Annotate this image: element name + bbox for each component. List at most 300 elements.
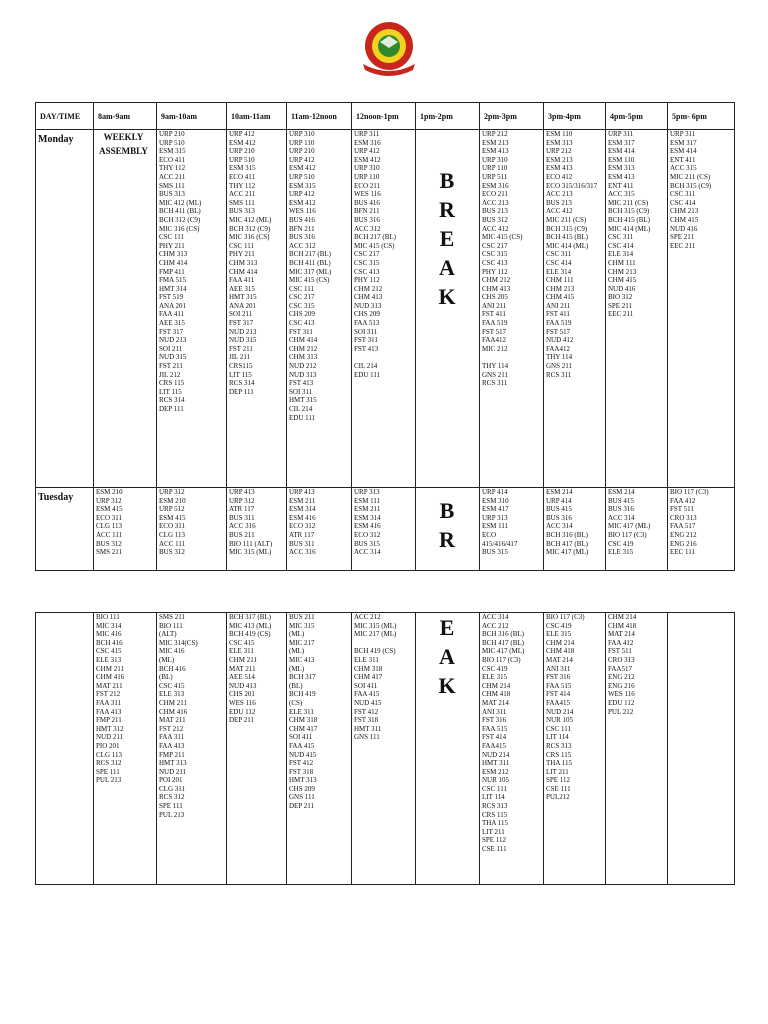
course-code: LIT 211 bbox=[482, 827, 505, 836]
course-code: ESM 214 bbox=[546, 488, 573, 496]
course-code: FST 414 bbox=[482, 733, 507, 742]
course-code: ACC 316 bbox=[229, 522, 256, 531]
course-code: ELE 315 bbox=[482, 673, 508, 682]
course-code: ECO 412 bbox=[546, 172, 573, 181]
course-code: HMT 313 bbox=[159, 759, 187, 768]
course-code: NUD 315 bbox=[229, 336, 257, 345]
course-code: MAT 211 bbox=[229, 664, 256, 673]
course-code: ESM 413 bbox=[546, 164, 573, 173]
course-code: BIO 111 bbox=[159, 621, 183, 630]
course-code: CHM 414 bbox=[289, 336, 318, 345]
course-code: SOI 411 bbox=[289, 733, 313, 742]
course-code: ESM 314 bbox=[289, 505, 316, 514]
course-code: CHM 415 bbox=[670, 215, 699, 224]
course-code: NUD 415 bbox=[354, 698, 382, 707]
course-code: URP 311 bbox=[670, 130, 696, 138]
course-code: THY 112 bbox=[159, 164, 186, 173]
course-code: MIC 417 (ML) bbox=[608, 522, 651, 531]
course-code: FST 316 bbox=[482, 716, 507, 725]
course-code: ACC 111 bbox=[96, 530, 123, 539]
course-code: HMT 311 bbox=[482, 759, 510, 768]
course-code: CHM 416 bbox=[159, 707, 188, 716]
course-code: BUS 316 bbox=[546, 513, 572, 522]
tuesday-cont-4pm bbox=[606, 613, 668, 885]
course-code: ANA 201 bbox=[159, 301, 187, 310]
course-code: CHM 416 bbox=[96, 673, 125, 682]
course-code: URP 110 bbox=[354, 172, 380, 181]
course-code: FST 511 bbox=[608, 647, 632, 656]
course-code: ANI 211 bbox=[546, 301, 571, 310]
tuesday-cont-9am bbox=[157, 613, 227, 885]
course-code: ESM 316 bbox=[354, 138, 381, 147]
course-code: CSC 413 bbox=[289, 319, 315, 328]
course-code: (CS) bbox=[289, 698, 303, 707]
course-code: LIT 115 bbox=[229, 370, 252, 379]
course-code: MIC 417 (ML) bbox=[482, 647, 525, 656]
course-code: AEE 315 bbox=[159, 319, 185, 328]
course-code: ENT 411 bbox=[608, 181, 634, 190]
course-code: GNS 211 bbox=[546, 362, 572, 371]
course-code: EDU 111 bbox=[354, 370, 381, 379]
course-code: WES 116 bbox=[608, 690, 635, 699]
course-code: ESM 314 bbox=[354, 513, 381, 522]
course-code: HMT 313 bbox=[289, 776, 317, 785]
course-code: BCH 317 bbox=[289, 673, 316, 682]
tuesday-cont-12noon bbox=[352, 613, 416, 885]
course-code: CSC 217 bbox=[482, 241, 508, 250]
course-code: ACC 314 bbox=[546, 522, 573, 531]
course-code: ESM 415 bbox=[96, 505, 123, 514]
course-code: FST 411 bbox=[482, 310, 506, 319]
course-code: BUS 312 bbox=[96, 539, 122, 548]
course-code: CHM 313 bbox=[159, 250, 188, 259]
tuesday-12noon bbox=[352, 488, 416, 571]
course-code: MIC 316 (CS) bbox=[229, 233, 270, 242]
course-code: FST 413 bbox=[289, 379, 314, 388]
break-letter: E bbox=[439, 226, 456, 251]
course-code: SMS 111 bbox=[229, 198, 255, 207]
course-code: BCH 417 (BL) bbox=[546, 539, 588, 548]
course-code: ESM 416 bbox=[354, 522, 381, 531]
course-code: FAA 415 bbox=[354, 690, 380, 699]
course-code: FAA 515 bbox=[482, 724, 508, 733]
course-code: CRS115 bbox=[229, 362, 253, 371]
course-code: ACC 314 bbox=[608, 513, 635, 522]
header-8am: 8am-9am bbox=[94, 103, 157, 130]
course-code: ESM 313 bbox=[608, 164, 635, 173]
course-code: URP 210 bbox=[229, 147, 255, 156]
course-code: ESM 210 bbox=[96, 488, 123, 496]
break-letter: K bbox=[438, 673, 457, 698]
course-code: ESM 110 bbox=[546, 130, 573, 138]
course-code: ESM 417 bbox=[482, 505, 509, 514]
course-code: ACC 314 bbox=[354, 548, 381, 557]
course-code: CLG 113 bbox=[159, 530, 185, 539]
course-code: LIT 114 bbox=[482, 793, 505, 802]
course-code: BCH 417 (BL) bbox=[482, 638, 524, 647]
monday-break bbox=[416, 130, 480, 488]
course-code: ENG 216 bbox=[608, 681, 635, 690]
course-code: (ML) bbox=[159, 655, 175, 664]
course-code: AEE 315 bbox=[229, 284, 255, 293]
header-3pm: 3pm-4pm bbox=[544, 103, 606, 130]
course-code: ELE 315 bbox=[546, 630, 572, 639]
course-code: ATR 117 bbox=[289, 530, 315, 539]
tuesday-cont-5pm bbox=[668, 613, 735, 885]
course-code: ESM 412 bbox=[354, 155, 381, 164]
monday-9am bbox=[157, 130, 227, 488]
course-code: MIC 315 (ML) bbox=[229, 548, 272, 557]
course-code: ENG 216 bbox=[670, 539, 697, 548]
course-code: ACC 316 bbox=[289, 548, 316, 557]
course-code: FMP 411 bbox=[159, 267, 185, 276]
course-code: CHM 214 bbox=[482, 681, 511, 690]
course-code: FST 318 bbox=[354, 716, 379, 725]
course-code: ESM 413 bbox=[608, 172, 635, 181]
course-code: ELE 314 bbox=[546, 267, 572, 276]
course-code: BCH 416 bbox=[96, 638, 123, 647]
course-code: NUR 105 bbox=[482, 776, 510, 785]
tuesday-cont-11am bbox=[287, 613, 352, 885]
course-code: CSC 311 bbox=[546, 250, 572, 259]
tuesday-cont-3pm bbox=[544, 613, 606, 885]
course-code: FAA517 bbox=[608, 664, 632, 673]
course-code: CHM 415 bbox=[608, 276, 637, 285]
course-code: BUS 313 bbox=[159, 190, 185, 199]
course-code: FAA412 bbox=[482, 336, 506, 345]
course-code: ESM 214 bbox=[608, 488, 635, 496]
course-code: CHM 211 bbox=[159, 698, 187, 707]
course-code: CHM 313 bbox=[229, 258, 258, 267]
course-code: CLG 113 bbox=[96, 522, 122, 531]
tuesday-10am bbox=[227, 488, 287, 571]
course-code: EEC 111 bbox=[670, 548, 695, 557]
break-letter: B bbox=[439, 498, 456, 523]
course-code: ESM 315 bbox=[289, 181, 316, 190]
course-code: MIC 316 (CS) bbox=[159, 224, 200, 233]
course-code: SPE 211 bbox=[608, 301, 633, 310]
course-code: PHY 112 bbox=[354, 276, 380, 285]
course-code: MIC 417 (ML) bbox=[546, 548, 589, 557]
course-code: CSC 419 bbox=[546, 621, 572, 630]
course-code: BIO 111 (ALT) bbox=[229, 539, 273, 548]
course-code: FST 317 bbox=[229, 319, 254, 328]
course-code: NUD 211 bbox=[96, 733, 124, 742]
course-code: FST 311 bbox=[289, 327, 313, 336]
course-code: HMT 312 bbox=[96, 724, 124, 733]
tuesday-8am bbox=[94, 488, 157, 571]
course-code: (BL) bbox=[289, 681, 303, 690]
header-5pm: 5pm- 6pm bbox=[668, 103, 735, 130]
course-code: NUD 211 bbox=[159, 767, 187, 776]
course-code: ACC 312 bbox=[354, 224, 381, 233]
course-code: PUL 212 bbox=[608, 707, 634, 716]
course-code: ANI 311 bbox=[482, 707, 507, 716]
course-code: ACC 314 bbox=[482, 613, 509, 621]
course-code: ELE 311 bbox=[354, 655, 379, 664]
header-12noon: 12noon-1pm bbox=[352, 103, 416, 130]
course-code: GNS 211 bbox=[482, 370, 508, 379]
tuesday-11am bbox=[287, 488, 352, 571]
course-code: URP 212 bbox=[482, 130, 508, 138]
course-code: SOI 311 bbox=[354, 327, 378, 336]
course-code: ACC 211 bbox=[159, 172, 186, 181]
course-code: FAA 411 bbox=[229, 276, 255, 285]
course-code: FAA 413 bbox=[96, 707, 122, 716]
course-code: THY 112 bbox=[229, 181, 256, 190]
course-code: NUD 315 bbox=[159, 353, 187, 362]
course-code: URP 311 bbox=[608, 130, 634, 138]
course-code: CHS 209 bbox=[289, 784, 315, 793]
course-code: LIT 211 bbox=[546, 767, 569, 776]
timetable-upper bbox=[35, 102, 735, 571]
course-code: CHM 212 bbox=[482, 276, 511, 285]
course-code: URP 414 bbox=[546, 496, 572, 505]
course-code: BCH 315 (C9) bbox=[670, 181, 712, 190]
course-code: FMP 211 bbox=[96, 716, 122, 725]
course-code: BCH 411 (BL) bbox=[159, 207, 201, 216]
course-code: MIC 212 bbox=[482, 344, 508, 353]
course-code: PUL 213 bbox=[159, 810, 185, 819]
course-code: NUD 214 bbox=[546, 707, 574, 716]
course-code: GNS 111 bbox=[289, 793, 315, 802]
course-code: 415/416/417 bbox=[482, 539, 518, 548]
header-row bbox=[36, 103, 735, 130]
tuesday-5pm bbox=[668, 488, 735, 571]
course-code: BCH 415 (BL) bbox=[546, 233, 588, 242]
course-code: CSC 413 bbox=[482, 258, 508, 267]
course-code: URP 312 bbox=[159, 488, 185, 496]
monday-3pm bbox=[544, 130, 606, 488]
course-code: CHM 318 bbox=[289, 716, 318, 725]
course-code: FST 211 bbox=[229, 344, 253, 353]
course-code: CHM 211 bbox=[96, 664, 124, 673]
course-code: NUD 313 bbox=[354, 301, 382, 310]
timetable-lower bbox=[35, 612, 735, 885]
course-code: HMT 315 bbox=[289, 396, 317, 405]
course-code: ESM 213 bbox=[546, 155, 573, 164]
course-code: CSC 111 bbox=[229, 241, 254, 250]
course-code: EEC 211 bbox=[608, 310, 634, 319]
course-code: CHS 209 bbox=[289, 310, 315, 319]
course-code: URP 210 bbox=[289, 147, 315, 156]
course-code: ESM 317 bbox=[608, 138, 635, 147]
course-code: BCH 312 (C9) bbox=[159, 215, 201, 224]
course-code: CSC 315 bbox=[482, 250, 508, 259]
course-code: SOI 211 bbox=[159, 344, 183, 353]
course-code: THY 114 bbox=[546, 353, 573, 362]
course-code: MIC 416 bbox=[96, 630, 122, 639]
course-code: FAA 413 bbox=[159, 741, 185, 750]
course-code: BCH 316 (BL) bbox=[482, 630, 524, 639]
course-code: CHM 313 bbox=[289, 353, 318, 362]
course-code: ELE 313 bbox=[159, 690, 185, 699]
course-code: FST 412 bbox=[354, 707, 379, 716]
course-code: ESM 317 bbox=[670, 138, 697, 147]
course-code: MIC 211 (CS) bbox=[546, 215, 587, 224]
course-code: BUS 315 bbox=[482, 548, 508, 557]
course-code: RCS 312 bbox=[159, 793, 185, 802]
course-code: BIO 111 bbox=[96, 613, 120, 621]
course-code: ACC 111 bbox=[159, 539, 186, 548]
course-code: SPE 112 bbox=[482, 836, 507, 845]
course-code: URP 510 bbox=[229, 155, 255, 164]
course-code: RCS 313 bbox=[482, 802, 508, 811]
course-code: DEP 211 bbox=[229, 716, 254, 725]
monday-2pm bbox=[480, 130, 544, 488]
course-code: ESM 414 bbox=[670, 147, 697, 156]
course-code: MIC 413 bbox=[289, 655, 315, 664]
course-code: CHS 209 bbox=[354, 310, 380, 319]
course-code: THA 115 bbox=[546, 759, 572, 768]
course-code: WES 116 bbox=[289, 207, 316, 216]
day-label-tuesday: Tuesday bbox=[36, 488, 94, 571]
course-code: JIL 212 bbox=[159, 370, 181, 379]
course-code: BIO 117 (C3) bbox=[670, 488, 709, 496]
course-code: URP 310 bbox=[289, 130, 315, 138]
course-code: ENT 411 bbox=[670, 155, 696, 164]
course-code bbox=[354, 639, 413, 648]
course-code: FAA 411 bbox=[159, 310, 185, 319]
course-code: ESM 310 bbox=[482, 496, 509, 505]
course-code: NUD 416 bbox=[670, 224, 698, 233]
course-code: GNS 111 bbox=[354, 733, 380, 742]
course-code: ACC 412 bbox=[546, 207, 573, 216]
course-code: URP 110 bbox=[289, 138, 315, 147]
course-code: CHM 212 bbox=[354, 284, 383, 293]
tuesday-cont-10am bbox=[227, 613, 287, 885]
course-code: MIC 412 (ML) bbox=[159, 198, 202, 207]
course-code: CHM 418 bbox=[482, 690, 511, 699]
course-code: EDU 111 bbox=[289, 413, 316, 422]
course-code: FST 517 bbox=[482, 327, 507, 336]
course-code: URP 510 bbox=[289, 172, 315, 181]
course-code: FMA 515 bbox=[159, 276, 187, 285]
course-code: URP 512 bbox=[159, 505, 185, 514]
course-code: BFN 211 bbox=[354, 207, 380, 216]
monday-8am bbox=[94, 130, 157, 488]
course-code: ESM 212 bbox=[482, 767, 509, 776]
course-code: ANI 311 bbox=[546, 664, 571, 673]
course-code: CLG 113 bbox=[96, 750, 122, 759]
course-code: SMS 211 bbox=[96, 548, 123, 557]
course-code: URP 414 bbox=[482, 488, 508, 496]
course-code: ECO bbox=[482, 530, 496, 539]
course-code: FST 519 bbox=[159, 293, 184, 302]
course-code: BUS 313 bbox=[229, 207, 255, 216]
course-code: CRO 313 bbox=[608, 655, 635, 664]
course-code: CSC 311 bbox=[670, 190, 696, 199]
course-code: CSC 415 bbox=[159, 681, 185, 690]
course-code: CSC 415 bbox=[96, 647, 122, 656]
course-code: MAT 214 bbox=[482, 698, 509, 707]
course-code: ECO 411 bbox=[159, 155, 185, 164]
course-code: BCH 317 (BL) bbox=[229, 613, 271, 621]
course-code: CSC 217 bbox=[289, 293, 315, 302]
course-code: ECO 312 bbox=[289, 522, 316, 531]
course-code: SPE 112 bbox=[546, 776, 571, 785]
course-code: NUD 415 bbox=[289, 750, 317, 759]
course-code: RCS 311 bbox=[482, 379, 508, 388]
course-code: SPE 111 bbox=[96, 767, 120, 776]
course-code: CRS 115 bbox=[482, 810, 508, 819]
course-code: FST 317 bbox=[159, 327, 184, 336]
course-code: JIL 211 bbox=[229, 353, 251, 362]
course-code: RCS 312 bbox=[96, 759, 122, 768]
course-code: CHM 318 bbox=[354, 664, 383, 673]
course-code: ECO 315/316/317 bbox=[546, 181, 598, 190]
course-code: FAA 311 bbox=[96, 698, 122, 707]
course-code: MIC 415 (CS) bbox=[354, 241, 395, 250]
course-code: ESM 412 bbox=[229, 138, 256, 147]
weekly-assembly: WEEKLY ASSEMBLY bbox=[99, 132, 148, 156]
course-code: ESM 316 bbox=[482, 181, 509, 190]
course-code: CSC 111 bbox=[289, 284, 314, 293]
break-letter: K bbox=[438, 284, 457, 309]
course-code: ECO 411 bbox=[229, 172, 255, 181]
course-code: CSC 413 bbox=[354, 267, 380, 276]
course-code: (ML) bbox=[289, 647, 305, 656]
course-code: URP 412 bbox=[354, 147, 380, 156]
course-code: HMT 311 bbox=[354, 724, 382, 733]
monday-12noon bbox=[352, 130, 416, 488]
course-code: SPE 211 bbox=[670, 233, 695, 242]
course-code: NUD 213 bbox=[229, 327, 257, 336]
course-code: MIC 414 (ML) bbox=[608, 224, 651, 233]
course-code: CHM 111 bbox=[546, 276, 574, 285]
course-code: RCS 311 bbox=[546, 370, 572, 379]
course-code: BCH 411 (BL) bbox=[289, 258, 331, 267]
course-code: ESM 315 bbox=[159, 147, 186, 156]
course-code: (ML) bbox=[289, 630, 305, 639]
course-code: URP 312 bbox=[229, 496, 255, 505]
course-code: FAA 415 bbox=[289, 741, 315, 750]
course-code: ESM 416 bbox=[289, 513, 316, 522]
course-code: CSC 111 bbox=[546, 724, 571, 733]
course-code: URP 310 bbox=[354, 164, 380, 173]
course-code: ACC 213 bbox=[482, 198, 509, 207]
course-code: CSC 217 bbox=[354, 250, 380, 259]
break-letter: R bbox=[439, 197, 456, 222]
course-code: BUS 316 bbox=[289, 233, 315, 242]
course-code: FAA 519 bbox=[482, 319, 508, 328]
course-code: CSC 419 bbox=[608, 539, 634, 548]
course-code: MIC 314 bbox=[96, 621, 122, 630]
course-code: MIC 211 (CS) bbox=[670, 172, 711, 181]
course-code: MIC 412 (ML) bbox=[229, 215, 272, 224]
course-code: ESM 111 bbox=[482, 522, 509, 531]
course-code: THY 114 bbox=[482, 362, 509, 371]
course-code: CSC 311 bbox=[608, 233, 634, 242]
break-letter: A bbox=[439, 644, 456, 669]
course-code: FST 316 bbox=[546, 673, 571, 682]
course-code: ECO 211 bbox=[354, 181, 380, 190]
course-code: CHS 205 bbox=[482, 293, 508, 302]
course-code: BUS 316 bbox=[354, 215, 380, 224]
course-code: WES 116 bbox=[229, 698, 256, 707]
course-code: BCH 416 bbox=[159, 664, 186, 673]
course-code: BCH 316 (BL) bbox=[546, 530, 588, 539]
course-code: CHM 418 bbox=[608, 621, 637, 630]
break-letter: B bbox=[439, 168, 456, 193]
course-code: ESM 415 bbox=[159, 513, 186, 522]
course-code: CSC 315 bbox=[354, 258, 380, 267]
header-9am: 9am-10am bbox=[157, 103, 227, 130]
course-code: URP 511 bbox=[482, 172, 508, 181]
course-code: MIC 415 (CS) bbox=[482, 233, 523, 242]
tuesday-cont-2pm bbox=[480, 613, 544, 885]
course-code: URP 510 bbox=[159, 138, 185, 147]
